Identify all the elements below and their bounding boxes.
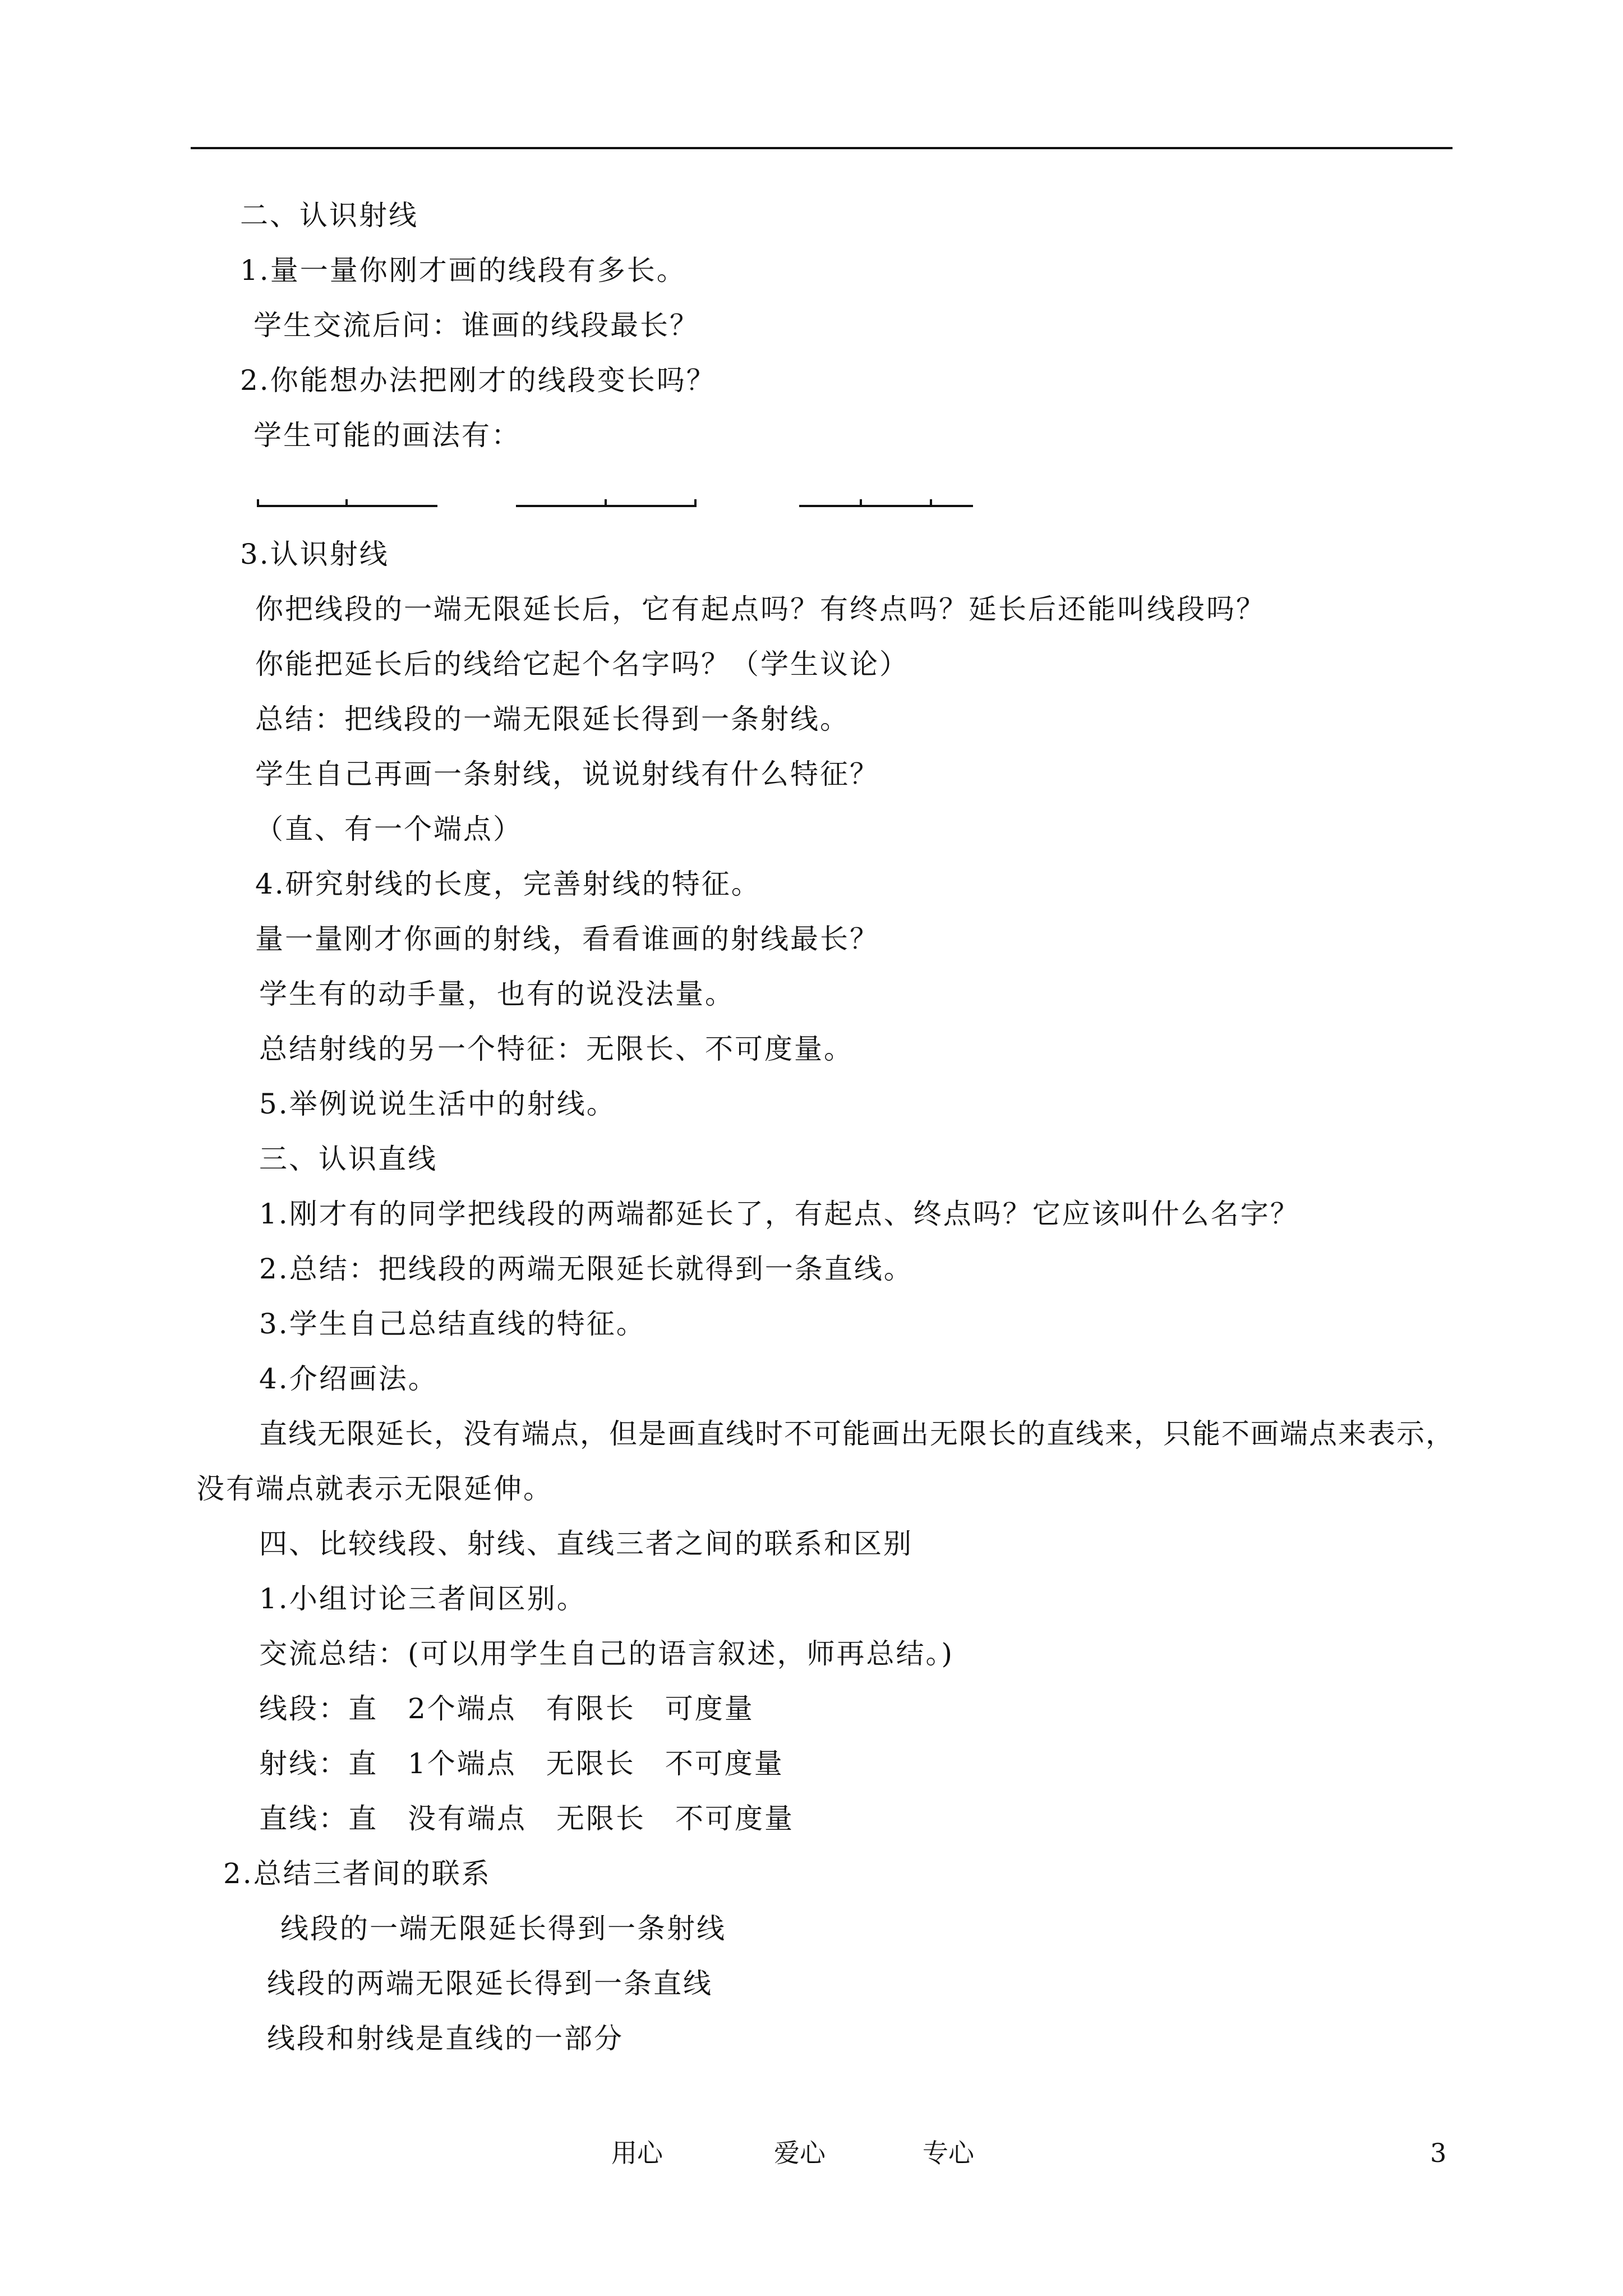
paragraph: 总结：把线段的一端无限延长得到一条射线。 — [255, 703, 850, 735]
section-heading-compare: 四、比较线段、射线、直线三者之间的联系和区别 — [259, 1527, 913, 1560]
paragraph: 总结射线的另一个特征：无限长、不可度量。 — [259, 1033, 854, 1065]
footer-motto-3: 专心 — [923, 2138, 974, 2168]
paragraph: 学生可能的画法有： — [253, 419, 521, 452]
paragraph: 1.刚才有的同学把线段的两端都延长了，有起点、终点吗？它应该叫什么名字？ — [259, 1198, 1300, 1230]
paragraph: 3.学生自己总结直线的特征。 — [259, 1308, 646, 1340]
paragraph: 学生有的动手量，也有的说没法量。 — [259, 978, 735, 1010]
paragraph: （直、有一个端点） — [255, 813, 523, 845]
comparison-row-ray: 射线：直 1个端点 无限长 不可度量 — [259, 1747, 784, 1780]
paragraph: 直线无限延长，没有端点，但是画直线时不可能画出无限长的直线来，只能不画端点来表示， — [259, 1418, 1455, 1450]
section-heading-ray: 二、认识射线 — [240, 199, 418, 232]
header-rule — [191, 147, 1453, 149]
paragraph: 2.总结三者间的联系 — [223, 1857, 491, 1890]
paragraph: 你把线段的一端无限延长后，它有起点吗？有终点吗？延长后还能叫线段吗？ — [255, 593, 1266, 625]
paragraph: 学生交流后问：谁画的线段最长？ — [253, 309, 699, 342]
paragraph: 交流总结：(可以用学生自己的语言叙述，师再总结。) — [259, 1637, 955, 1670]
segment-drawing-1 — [258, 499, 437, 507]
paragraph: 5.举例说说生活中的射线。 — [259, 1088, 616, 1120]
paragraph: 量一量刚才你画的射线，看看谁画的射线最长？ — [255, 923, 879, 955]
comparison-row-line: 直线：直 没有端点 无限长 不可度量 — [259, 1802, 794, 1835]
segment-drawings-figure — [247, 482, 976, 522]
paragraph: 4.介绍画法。 — [259, 1363, 438, 1395]
paragraph: 4.研究射线的长度，完善射线的特征。 — [255, 868, 761, 900]
comparison-row-segment: 线段：直 2个端点 有限长 可度量 — [259, 1692, 754, 1725]
paragraph: 3.认识射线 — [240, 538, 389, 570]
section-heading-line: 三、认识直线 — [259, 1143, 437, 1175]
paragraph: 1.量一量你刚才画的线段有多长。 — [240, 254, 686, 287]
paragraph: 线段的两端无限延长得到一条直线 — [267, 1967, 713, 2000]
page-number: 3 — [1430, 2138, 1447, 2168]
paragraph: 1.小组讨论三者间区别。 — [259, 1582, 587, 1615]
paragraph: 2.你能想办法把刚才的线段变长吗？ — [240, 364, 716, 397]
paragraph: 学生自己再画一条射线，说说射线有什么特征？ — [255, 758, 879, 790]
paragraph: 线段和射线是直线的一部分 — [267, 2022, 624, 2055]
footer-motto-1: 用心 — [611, 2138, 663, 2168]
paragraph: 线段的一端无限延长得到一条射线 — [280, 1912, 726, 1945]
segment-drawing-3 — [799, 499, 973, 507]
footer-motto-2: 爱心 — [774, 2138, 826, 2168]
paragraph: 没有端点就表示无限延伸。 — [196, 1473, 553, 1505]
segment-drawing-2 — [516, 499, 695, 507]
paragraph: 2.总结：把线段的两端无限延长就得到一条直线。 — [259, 1253, 914, 1285]
paragraph: 你能把延长后的线给它起个名字吗？（学生议论） — [255, 648, 909, 680]
